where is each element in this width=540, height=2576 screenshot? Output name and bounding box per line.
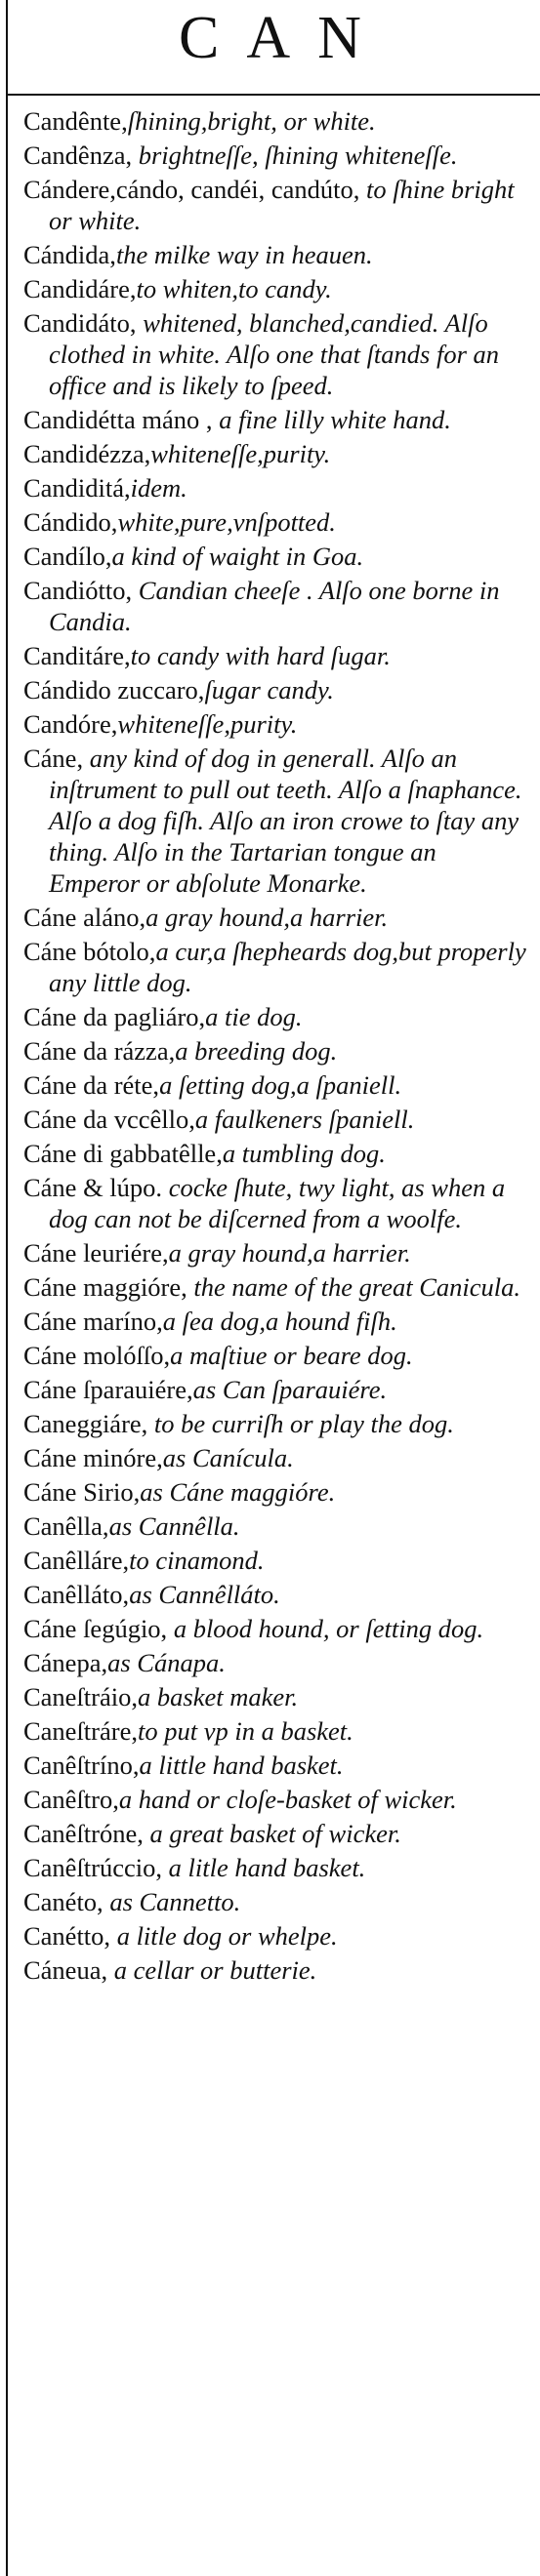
entry-definition: as Cánapa. [107,1648,226,1677]
entry-definition: a maſtiue or beare dog. [170,1341,413,1370]
dictionary-entry [23,1104,527,1135]
dictionary-entry [23,1172,527,1234]
entry-headword: Candiditá, [23,473,131,503]
dictionary-entry [23,1886,527,1917]
dictionary-entry [23,174,527,236]
entry-definition: as Cannêlláto. [129,1580,280,1609]
dictionary-entry [23,743,527,899]
entry-headword: Canêſtrúccio, [23,1853,163,1882]
entry-definition: a litle dog or whelpe. [110,1921,338,1951]
dictionary-entry [23,1715,527,1747]
entry-headword: Cáne da pagliáro, [23,1002,206,1031]
entry-definition: a cur,a ſhepheards dog,but properly any little dog. [49,937,526,997]
dictionary-entry [23,1750,527,1781]
entry-headword: Caneſtráre, [23,1716,138,1746]
entry-definition: to ſhine bright or white. [49,175,515,235]
entry-headword: Cáne & lúpo. [23,1173,163,1202]
dictionary-entry [23,1545,527,1576]
dictionary-entry [23,1237,527,1268]
entry-definition: as Cannêlla. [108,1511,240,1541]
dictionary-entry [23,1442,527,1473]
entry-headword: Cándido zuccaro, [23,675,205,704]
entry-headword: Candênte, [23,106,128,136]
entry-headword: Canétto, [23,1921,111,1951]
dictionary-entry [23,1681,527,1712]
entry-headword: Cáne Sirio, [23,1477,141,1507]
dictionary-entry [23,1035,527,1067]
dictionary-entry [23,1920,527,1952]
entry-definition: white,pure,vnſpotted. [117,507,336,537]
entry-definition: a basket maker. [138,1682,299,1711]
entry-definition: a gray hound,a harrier. [145,903,389,932]
dictionary-entry [23,640,527,671]
entry-definition: a ſetting dog,a ſpaniell. [159,1070,402,1100]
dictionary-entry [23,1613,527,1644]
entry-headword: Canêlláre, [23,1546,130,1575]
entry-definition: a faulkeners ſpaniell. [194,1105,415,1134]
dictionary-entry [23,273,527,304]
dictionary-entry [23,307,527,401]
dictionary-entry [23,1476,527,1508]
entry-headword: Canditáre, [23,641,131,670]
entry-headword: Candidétta máno , [23,405,213,434]
left-border-rule [6,0,8,2576]
entry-definition: ſugar candy. [204,675,334,704]
entry-headword: Candiótto, [23,576,133,605]
entry-headword: Cáne aláno, [23,903,146,932]
entry-headword: Canêſtro, [23,1785,119,1814]
entry-headword: Cáne bótolo, [23,937,156,966]
entry-headword: Cáne ſegúgio, [23,1614,168,1643]
entry-headword: Cándido, [23,507,118,537]
entry-definition: as Canícula. [162,1443,294,1472]
entry-definition: to cinamond. [129,1546,265,1575]
dictionary-entry [23,438,527,469]
dictionary-entry [23,674,527,705]
dictionary-entry [23,1340,527,1371]
entry-headword: Canêlláto, [23,1580,130,1609]
dictionary-entry [23,1069,527,1101]
dictionary-entry [23,239,527,270]
entry-definition: the name of the great Canicula. [187,1272,521,1302]
entry-headword: Cándere,cándo, candéi, candúto, [23,175,360,204]
dictionary-entry [23,1852,527,1883]
entry-definition: a gray hound,a harrier. [168,1238,411,1268]
entry-definition: as Cáne maggióre. [140,1477,336,1507]
entry-headword: Cáne da vccêllo, [23,1105,195,1134]
page-title: CAN [179,5,389,71]
dictionary-entry [23,472,527,503]
page-header [0,4,540,88]
entry-definition: whitened, blanched,candied. Alſo clothed in white. Alſo one that ſtands for an office and is likely to ſpeed. [49,308,500,400]
entry-headword: Candílo, [23,542,112,571]
entry-headword: Canêſtróne, [23,1819,144,1848]
entry-definition: a ſea dog,a hound fiſh. [162,1307,397,1336]
dictionary-entry [23,1818,527,1849]
entry-definition: a hand or cloſe-basket of wicker. [118,1785,457,1814]
entry-definition: a litle hand basket. [162,1853,366,1882]
entry-headword: Canêlla, [23,1511,109,1541]
entry-definition: as Can ſparauiére. [192,1375,388,1404]
entry-definition: a little hand basket. [139,1751,344,1780]
dictionary-entry [23,404,527,435]
entry-definition: a tumbling dog. [222,1139,386,1168]
dictionary-entry [23,1306,527,1337]
entry-headword: Cáne da réte, [23,1070,160,1100]
entry-headword: Canêſtríno, [23,1751,140,1780]
entry-headword: Cáne leuriére, [23,1238,169,1268]
dictionary-entry [23,1374,527,1405]
entry-definition: a great basket of wicker. [143,1819,401,1848]
entry-definition: brightneſſe, ſhining whiteneſſe. [132,141,458,170]
entry-headword: Candóre, [23,709,118,739]
dictionary-entry [23,140,527,171]
dictionary-entry [23,1001,527,1032]
entry-definition: whiteneſſe,purity. [117,709,298,739]
entry-headword: Cáne da rázza, [23,1036,176,1066]
dictionary-entry [23,541,527,572]
entry-definition: to whiten,to candy. [136,274,332,303]
entry-headword: Cáne, [23,744,84,773]
entry-list [23,105,527,1989]
entry-headword: Cáne di gabbatêlle, [23,1139,223,1168]
entry-headword: Cáne molóſſo, [23,1341,171,1370]
entry-headword: Cáne maríno, [23,1307,163,1336]
entry-definition: Candian cheeſe . Alſo one borne in Candia. [49,576,500,636]
entry-definition: idem. [130,473,187,503]
entry-definition: a tie dog. [205,1002,303,1031]
entry-headword: Candidáre, [23,274,137,303]
header-divider [6,94,540,96]
entry-definition: a fine lilly white hand. [212,405,451,434]
entry-headword: Candênza, [23,141,133,170]
dictionary-entry [23,1510,527,1542]
entry-headword: Cándida, [23,240,116,269]
dictionary-entry [23,1408,527,1439]
dictionary-entry [23,1271,527,1303]
dictionary-entry [23,902,527,933]
entry-definition: any kind of dog in generall. Alſo an inſtrument to pull out teeth. Alſo a ſnaphance. Alſo a dog fiſh. Alſo an iron crowe to ſtay any thing. Alſo in the Tartarian tongue an Emperor or abſolute Monarke. [49,744,522,898]
entry-definition: to candy with hard ſugar. [130,641,391,670]
entry-headword: Caneſtráio, [23,1682,138,1711]
entry-definition: to be curriſh or play the dog. [147,1409,454,1438]
entry-headword: Cáneua, [23,1955,108,1985]
entry-definition: a kind of waight in Goa. [111,542,364,571]
entry-headword: Canéto, [23,1887,104,1916]
dictionary-entry [23,1579,527,1610]
entry-headword: Cánepa, [23,1648,108,1677]
dictionary-entry [23,1138,527,1169]
dictionary-entry [23,708,527,740]
dictionary-entry [23,1647,527,1678]
entry-headword: Cáne ſparauiére, [23,1375,193,1404]
entry-definition: a breeding dog. [175,1036,338,1066]
entry-definition: the milke way in heauen. [115,240,373,269]
entry-definition: cocke ſhute, twy light, as when a dog can not be diſcerned from a woolfe. [49,1173,506,1233]
entry-headword: Cáne minóre, [23,1443,163,1472]
entry-definition: a cellar or butterie. [107,1955,317,1985]
entry-definition: whiteneſſe,purity. [150,439,331,468]
dictionary-entry [23,105,527,137]
entry-definition: ſhining,bright, or white. [127,106,376,136]
entry-headword: Candidáto, [23,308,137,338]
entry-definition: to put vp in a basket. [137,1716,353,1746]
entry-headword: Cáne maggióre, [23,1272,187,1302]
dictionary-entry [23,1784,527,1815]
entry-definition: as Cannetto. [103,1887,241,1916]
dictionary-entry [23,1954,527,1986]
entry-headword: Candidézza, [23,439,151,468]
dictionary-entry [23,936,527,998]
entry-definition: a blood hound, or ſetting dog. [167,1614,484,1643]
dictionary-entry [23,575,527,637]
entry-headword: Caneggiáre, [23,1409,148,1438]
dictionary-entry [23,506,527,538]
